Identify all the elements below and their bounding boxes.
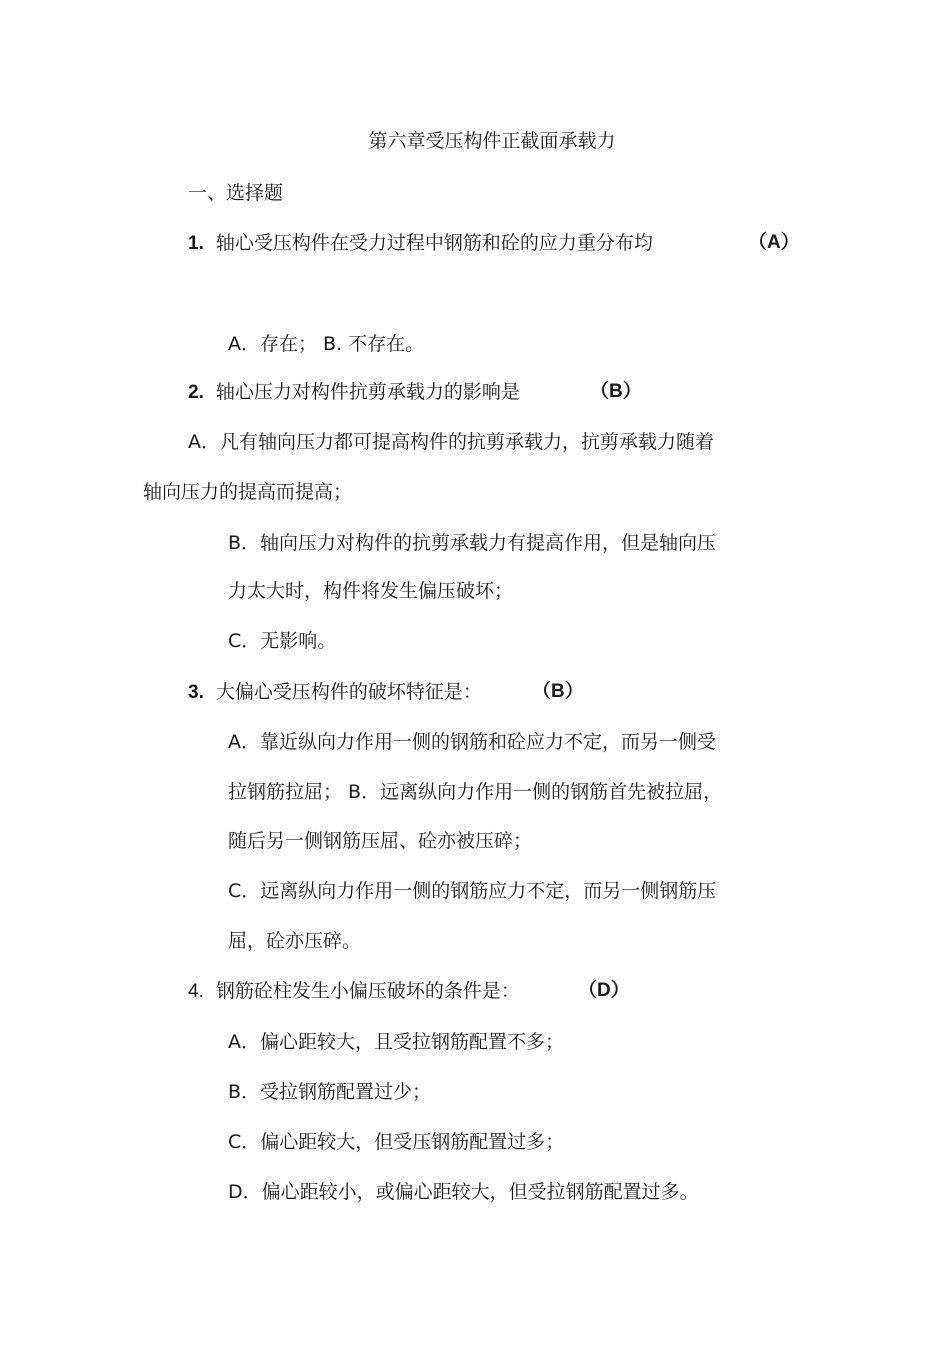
question-2-option-b-line-2: 力太大时，构件将发生偏压破坏； — [228, 580, 514, 602]
question-3-answer: （B） — [532, 681, 584, 702]
question-2-option-b-line-1: B．轴向压力对构件的抗剪承载力有提高作用，但是轴向压 — [228, 532, 717, 554]
question-text: 大偏心受压构件的破坏特征是： — [215, 681, 482, 703]
question-2-stem — [188, 379, 520, 406]
question-3-option-line-1: A．靠近纵向力作用一侧的钢筋和砼应力不定，而另一侧受 — [228, 731, 716, 753]
question-2-option-c: C．无影响。 — [228, 630, 337, 652]
question-4-option-d: D．偏心距较小，或偏心距较大，但受拉钢筋配置过多。 — [228, 1181, 699, 1203]
question-number: 2. — [188, 382, 204, 403]
question-2-answer: （B） — [590, 381, 642, 402]
question-3-option-line-3: 随后另一侧钢筋压屈、砼亦被压碎； — [228, 830, 533, 852]
question-1-stem — [188, 230, 653, 257]
question-4-answer: （D） — [578, 980, 630, 1001]
question-4-option-a: A．偏心距较大，且受拉钢筋配置不多； — [228, 1031, 564, 1053]
question-text: 钢筋砼柱发生小偏压破坏的条件是： — [215, 980, 520, 1002]
question-3-option-line-2: 拉钢筋拉屈； B．远离纵向力作用一侧的钢筋首先被拉屈， — [228, 781, 723, 803]
question-1-options: A．存在； B. 不存在。 — [228, 333, 425, 355]
question-number: 1. — [188, 233, 204, 254]
question-number: 4. — [188, 981, 204, 1002]
question-4-stem — [188, 978, 520, 1005]
question-3-option-line-5: 屈，砼亦压碎。 — [228, 930, 362, 952]
question-text: 轴心压力对构件抗剪承载力的影响是 — [215, 381, 520, 403]
question-2-option-a-line-2: 轴向压力的提高而提高； — [143, 481, 353, 503]
question-3-option-line-4: C．远离纵向力作用一侧的钢筋应力不定，而另一侧钢筋压 — [228, 880, 717, 902]
question-number: 3. — [188, 682, 204, 703]
question-4-option-c: C．偏心距较大，但受压钢筋配置过多； — [228, 1131, 565, 1153]
question-1-answer: （A） — [748, 232, 800, 253]
question-4-option-b: B．受拉钢筋配置过少； — [228, 1081, 432, 1103]
chapter-title: 第六章受压构件正截面承载力 — [368, 130, 616, 152]
section-heading: 一、选择题 — [188, 182, 284, 204]
question-text: 轴心受压构件在受力过程中钢筋和砼的应力重分布均 — [215, 232, 653, 254]
question-2-option-a-line-1: A．凡有轴向压力都可提高构件的抗剪承载力，抗剪承载力随着 — [188, 431, 714, 453]
question-3-stem — [188, 679, 482, 706]
